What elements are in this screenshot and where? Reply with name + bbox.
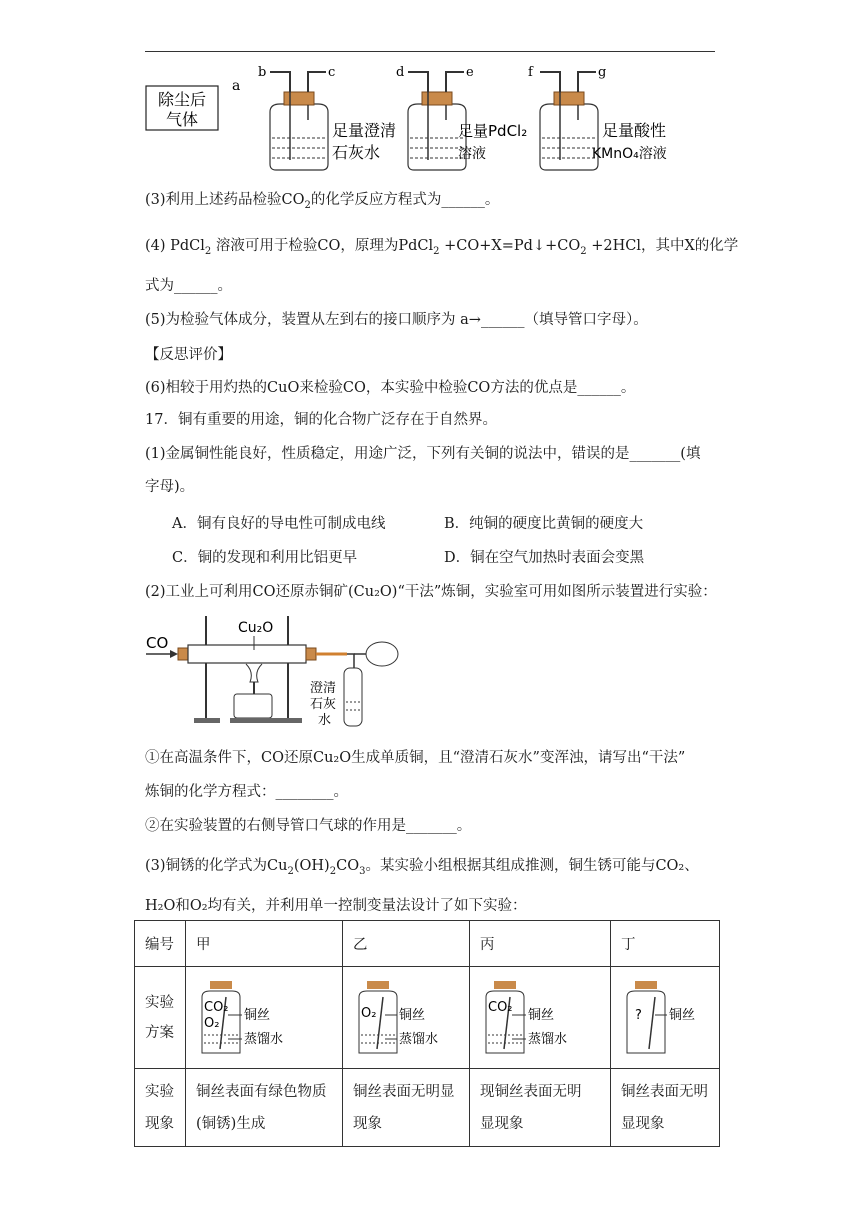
table-cell: 铜丝表面有绿色物质 (铜锈)生成: [186, 1069, 343, 1147]
gas-test-apparatus-figure: [140, 64, 700, 184]
svg-text:b: b: [258, 65, 267, 80]
port-a-label: a: [232, 78, 241, 94]
q17-sub2-i-line1: ①在高温条件下，CO还原Cu₂O生成单质铜，且“澄清石灰水”变浑浊，请写出“干法”: [145, 750, 686, 766]
table-cell: 铜丝表面无明显 现象: [343, 1069, 470, 1147]
limewater-bottle: [258, 65, 396, 170]
reaction-tube: [188, 645, 306, 663]
kmno4-bottle: [528, 65, 667, 170]
table-row: [135, 967, 720, 1069]
column-header: 丁: [611, 921, 720, 967]
svg-text:石灰水: 石灰水: [332, 143, 381, 162]
svg-text:铜丝: 铜丝: [528, 1007, 555, 1023]
option-b: B．纯铜的硬度比黄铜的硬度大: [444, 516, 644, 532]
q17-sub1-line2: 字母)。: [145, 479, 195, 495]
svg-text:溶液: 溶液: [458, 146, 486, 162]
svg-text:KMnO₄溶液: KMnO₄溶液: [592, 146, 667, 162]
option-d: D．铜在空气加热时表面会变黑: [444, 550, 645, 566]
bottle-jia: [186, 967, 343, 1069]
option-a: A．铜有良好的导电性可制成电线: [172, 516, 386, 532]
svg-text:石灰: 石灰: [310, 697, 337, 712]
q17-sub2-i-line2: 炼铜的化学方程式：________。: [145, 784, 348, 800]
question-3: (3)利用上述药品检验$CO_2$的化学反应方程式为______。: [145, 192, 500, 211]
column-header: 丙: [470, 921, 611, 967]
svg-text:f: f: [528, 65, 533, 80]
bottle-ding: [611, 967, 720, 1069]
column-header: 乙: [343, 921, 470, 967]
bottle-yi: [343, 967, 470, 1069]
svg-text:蒸馏水: 蒸馏水: [528, 1031, 568, 1047]
svg-text:水: 水: [318, 713, 332, 728]
svg-text:澄清: 澄清: [310, 681, 337, 696]
svg-text:足量PdCl₂: 足量PdCl₂: [458, 122, 528, 140]
experiment-table: [134, 920, 720, 1147]
question-5: (5)为检验气体成分，装置从左到右的接口顺序为 a→______（填导管口字母）。: [145, 312, 648, 328]
svg-text:足量酸性: 足量酸性: [602, 121, 667, 140]
limewater-test-tube: [344, 668, 362, 726]
box-label-1: 除尘后: [157, 90, 207, 109]
svg-text:铜丝: 铜丝: [669, 1007, 696, 1023]
table-row: [135, 1069, 720, 1147]
question-4-line2: 式为______。: [145, 278, 232, 294]
question-4-line1: (4) PdCl$_2$ 溶液可用于检验CO，原理为PdCl$_2$ $+CO+X=Pd↓+CO_2 +2HCl$，其中X的化学: [145, 238, 739, 257]
balloon: [366, 642, 398, 666]
svg-text:CO₂: CO₂: [488, 999, 513, 1015]
svg-text:铜丝: 铜丝: [244, 1007, 271, 1023]
q17-sub2: (2)工业上可利用CO还原赤铜矿(Cu₂O)“干法”炼铜，实验室可用如图所示装置进行实验：: [145, 584, 717, 600]
table-row: [135, 921, 720, 967]
svg-text:g: g: [598, 65, 607, 80]
cu2o-label: Cu₂O: [238, 620, 274, 636]
svg-text:足量澄清: 足量澄清: [332, 121, 397, 140]
q17-sub1-line1: (1)金属铜性能良好，性质稳定，用途广泛，下列有关铜的说法中，错误的是_______(填: [145, 446, 701, 462]
row-label-phenomenon: 实验 现象: [135, 1069, 186, 1147]
table-cell: 现铜丝表面无明 显现象: [470, 1069, 611, 1147]
svg-text:O₂: O₂: [361, 1005, 377, 1021]
svg-text:e: e: [466, 65, 474, 80]
q17-sub2-ii: ②在实验装置的右侧导管口气球的作用是_______。: [145, 818, 472, 834]
bottle-bing: [470, 967, 611, 1069]
q17-sub3-line1: (3)铜锈的化学式为$Cu_2(OH)_2CO_3$。某实验小组根据其组成推测，铜生锈可能与CO₂、: [145, 858, 699, 877]
option-c: C．铜的发现和利用比铝更早: [172, 550, 358, 566]
svg-text:蒸馏水: 蒸馏水: [399, 1031, 439, 1047]
table-cell: 铜丝表面无明 显现象: [611, 1069, 720, 1147]
question-6: (6)相较于用灼热的CuO来检验CO，本实验中检验CO方法的优点是______。: [145, 380, 636, 396]
pdcl2-bottle: [396, 65, 527, 170]
svg-text:CO₂: CO₂: [204, 999, 229, 1015]
svg-text:O₂: O₂: [204, 1015, 220, 1031]
row-label-plan: 实验 方案: [135, 967, 186, 1069]
box-label-2: 气体: [165, 110, 199, 129]
reflection-heading: 【反思评价】: [145, 347, 232, 363]
co-inlet-label: CO: [146, 634, 169, 652]
co-reduction-apparatus-figure: [142, 612, 402, 732]
top-rule: [145, 51, 715, 52]
q17-sub3-line2: H₂O和O₂均有关，并利用单一控制变量法设计了如下实验：: [145, 898, 527, 914]
svg-text:d: d: [396, 65, 405, 80]
question-17-title: 17．铜有重要的用途，铜的化合物广泛存在于自然界。: [145, 412, 497, 428]
row-label-number: 编号: [135, 921, 186, 967]
svg-text:蒸馏水: 蒸馏水: [244, 1031, 284, 1047]
column-header: 甲: [186, 921, 343, 967]
svg-text:c: c: [328, 65, 336, 80]
svg-text:?: ?: [635, 1007, 642, 1023]
svg-text:铜丝: 铜丝: [399, 1007, 426, 1023]
